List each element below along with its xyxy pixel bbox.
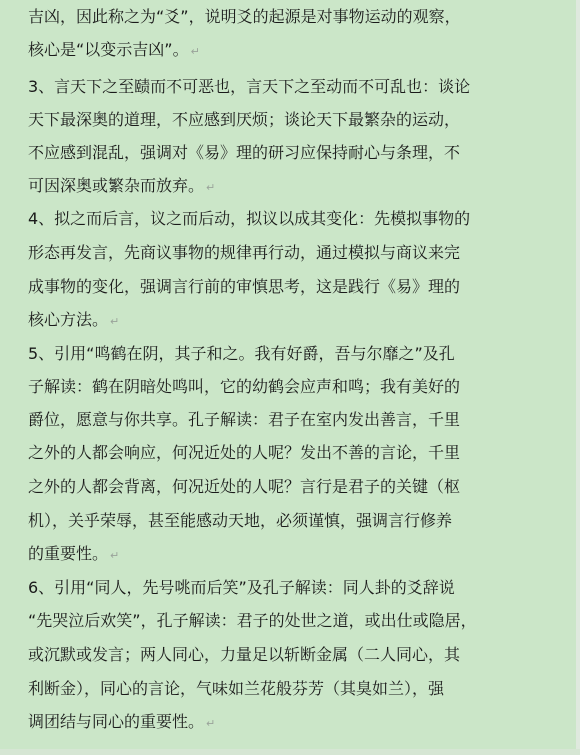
text-line: 4、拟之而后言，议之而后动，拟议以成其变化：先模拟事物的 [28, 209, 471, 228]
paragraph-mark-icon: ↵ [110, 315, 120, 328]
text-line: 利断金），同心的言论，气味如兰花般芬芳（其臭如兰），强 [28, 679, 445, 698]
text-line [28, 39, 200, 63]
paragraph-mark-icon: ↵ [206, 717, 216, 730]
text-line: 之外的人都会背离，何况近处的人呢？言行是君子的关键（枢 [28, 477, 461, 496]
page-right-edge [576, 0, 580, 755]
text-line [28, 543, 119, 567]
paragraph-mark-icon: ↵ [110, 549, 120, 562]
text-line: 成事物的变化，强调言行前的审慎思考，这是践行《易》理的 [28, 277, 461, 296]
text-line-content: 调团结与同心的重要性。 [28, 712, 205, 731]
text-line [28, 711, 215, 735]
text-line-content: 的重要性。 [28, 544, 109, 563]
text-line: 5、引用“鸣鹤在阴，其子和之。我有好爵，吾与尔靡之”及孔 [28, 344, 455, 363]
text-line: 3、言天下之至赜而不可恶也，言天下之至动而不可乱也：谈论 [28, 77, 471, 96]
text-line: 之外的人都会响应，何况近处的人呢？发出不善的言论，千里 [28, 443, 461, 462]
text-line: 6、引用“同人，先号咷而后笑”及孔子解读：同人卦的爻辞说 [28, 578, 455, 597]
text-line-content: 核心方法。 [28, 310, 109, 329]
text-line: 机），关乎荣辱，甚至能感动天地，必须谨慎，强调言行修养 [28, 511, 453, 530]
paragraph-mark-icon: ↵ [190, 45, 200, 58]
text-line: “先哭泣后欢笑”，孔子解读：君子的处世之道，或出仕或隐居， [28, 611, 477, 630]
page-bottom-edge [0, 749, 580, 755]
text-line-content: 可因深奥或繁杂而放弃。 [28, 176, 205, 195]
text-line: 形态再发言，先商议事物的规律再行动，通过模拟与商议来完 [28, 243, 461, 262]
text-line [28, 309, 119, 333]
text-line: 天下最深奥的道理，不应感到厌烦；谈论天下最繁杂的运动， [28, 110, 461, 129]
text-line: 爵位，愿意与你共享。孔子解读：君子在室内发出善言，千里 [28, 410, 461, 429]
text-line: 子解读：鹤在阴暗处鸣叫，它的幼鹤会应声和鸣；我有美好的 [28, 377, 461, 396]
text-line [28, 175, 215, 199]
text-line: 吉凶，因此称之为“爻”，说明爻的起源是对事物运动的观察， [28, 7, 461, 26]
paragraph-mark-icon: ↵ [206, 181, 216, 194]
text-line-content: 核心是“以变示吉凶”。 [28, 40, 189, 59]
text-line: 或沉默或发言；两人同心，力量足以斩断金属（二人同心，其 [28, 645, 461, 664]
text-line: 不应感到混乱，强调对《易》理的研习应保持耐心与条理，不 [28, 143, 461, 162]
